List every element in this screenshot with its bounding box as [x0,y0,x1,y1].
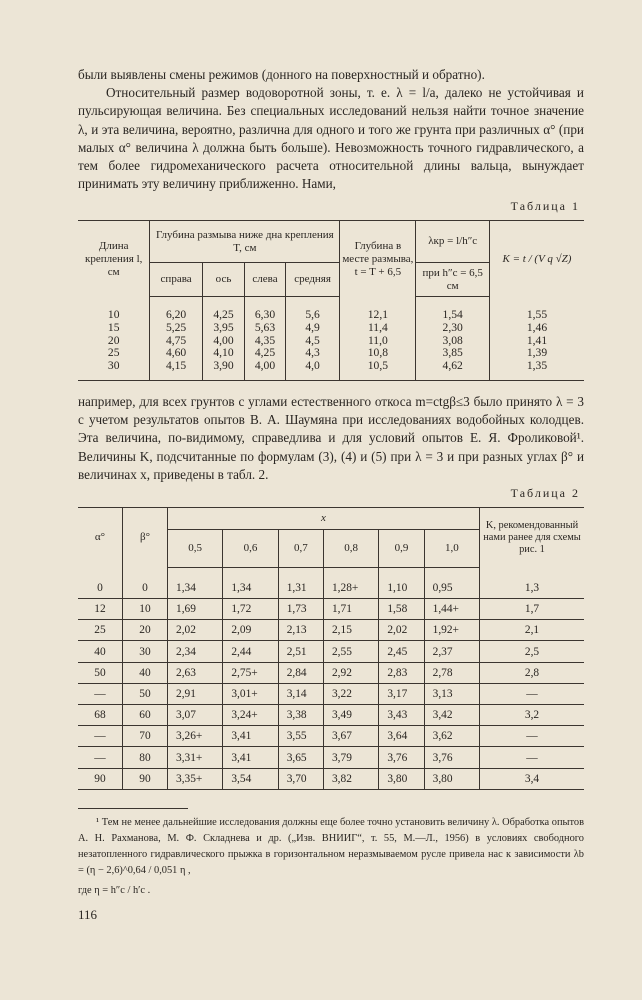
table-row [78,768,584,789]
t2-cell: 2,13 [278,620,323,641]
t2-cell: 1,3 [480,567,585,598]
t1-cell: 1,54 [416,309,490,322]
t2-cell: 2,51 [278,641,323,662]
t1-cell: 1,41 [489,335,584,348]
t2-cell: 3,70 [278,768,323,789]
t2-cell: 3,41 [223,747,278,768]
t2-cell: — [78,683,123,704]
t2-cell: 3,76 [424,747,479,768]
t1-cell: 4,60 [150,347,202,360]
table1-caption: Таблица 1 [510,199,580,214]
t1-cell: 4,5 [285,335,340,348]
t2-cell: 1,34 [168,567,223,598]
t1-cell: 3,85 [416,347,490,360]
table-row [78,347,584,360]
t2-cell: 3,26+ [168,726,223,747]
t2-cell: 3,80 [379,768,424,789]
t2-cell: — [480,726,585,747]
t2-cell: 2,45 [379,641,424,662]
t2-cell: 2,83 [379,662,424,683]
t1-cell: 4,62 [416,360,490,373]
t2-cell: 1,92+ [424,620,479,641]
t2-cell: 3,01+ [223,683,278,704]
t2-cell: 20 [123,620,168,641]
t2-x-header: 0,5 [168,529,223,567]
t2-cell: 2,09 [223,620,278,641]
t2-cell: 3,35+ [168,768,223,789]
t2-cell: 3,82 [323,768,378,789]
t2-cell: 3,62 [424,726,479,747]
table-row [78,726,584,747]
t1-col-depth-group: Глубина размыва ниже дна крепления T, см [150,221,340,263]
t1-cell: 11,0 [340,335,416,348]
table-row [78,309,584,322]
t2-cell: 3,49 [323,705,378,726]
table-row [78,662,584,683]
t2-cell: 90 [123,768,168,789]
t1-cell: 1,35 [489,360,584,373]
t1-sub-right: справа [150,263,202,297]
t2-cell: 2,1 [480,620,585,641]
t2-cell: 2,92 [323,662,378,683]
t2-cell: 68 [78,705,123,726]
t2-cell: 3,17 [379,683,424,704]
table-row [78,641,584,662]
t1-cell: 4,25 [202,309,244,322]
page-number: 116 [78,906,98,922]
t2-cell: 2,02 [379,620,424,641]
t2-col-beta: β° [123,507,168,567]
t1-sub-axis: ось [202,263,244,297]
t1-cell: 5,63 [245,322,286,335]
table-row [78,322,584,335]
table-row [78,683,584,704]
t2-cell: 3,24+ [223,705,278,726]
t1-cell: 4,3 [285,347,340,360]
t2-cell: 1,44+ [424,599,479,620]
t2-cell: 3,41 [223,726,278,747]
t1-cell: 11,4 [340,322,416,335]
t2-cell: 40 [78,641,123,662]
t2-col-k: K, рекомендованный нами ранее для схемы рис. 1 [480,507,585,567]
t1-sub-left: слева [245,263,286,297]
t2-cell: 2,91 [168,683,223,704]
t1-cell: 1,39 [489,347,584,360]
paragraph-1: были выявлены смены режимов (донного на поверхностный и обратно). [78,67,485,82]
t2-cell: 0 [123,567,168,598]
t2-cell: 2,84 [278,662,323,683]
t1-cell: 15 [107,321,120,335]
t1-cell: 4,75 [150,335,202,348]
t2-cell: 80 [123,747,168,768]
t1-cell: 4,15 [150,360,202,373]
table-row [78,599,584,620]
t2-cell: 2,15 [323,620,378,641]
t2-cell: 3,55 [278,726,323,747]
t2-cell: 3,13 [424,683,479,704]
table-2 [78,507,584,790]
t1-cell: 6,20 [150,309,202,322]
t2-cell: — [78,747,123,768]
t2-cell: — [480,747,585,768]
t2-cell: 2,75+ [223,662,278,683]
t1-col-depth-site: Глубина в месте размыва, t = T + 6,5 [340,221,416,297]
table-row [78,567,584,598]
t2-cell: 1,73 [278,599,323,620]
t2-cell: 1,71 [323,599,378,620]
t2-cell: 40 [123,662,168,683]
t2-cell: 12 [78,599,123,620]
t2-cell: 70 [123,726,168,747]
t1-cell: 4,35 [245,335,286,348]
t2-cell: 2,34 [168,641,223,662]
footnote: ¹ Тем не менее дальнейшие исследования должны еще более точно установить величину λ. Обработка опытов А. Н. Рахманова, М. Ф. Складнева и др. („Изв. ВНИИГ“, т. 55, М.—Л., 1956) в условиях свободного незатопленного гидравлического прыжка в горизонтальном неразмываемом русле привела нас к зависимости λb = (η − 2,6)^0,64 / 0,051 η , [78,816,584,876]
t2-cell: 2,78 [424,662,479,683]
t2-cell: 90 [78,768,123,789]
t1-cell: 12,1 [340,309,416,322]
t2-col-alpha: α° [94,531,106,544]
t2-cell: 1,69 [168,599,223,620]
t2-cell: 3,79 [323,747,378,768]
t2-cell: 1,34 [223,567,278,598]
t1-cell: 4,9 [285,322,340,335]
t2-cell: 1,7 [480,599,585,620]
t1-cell: 10,5 [340,360,416,373]
t2-cell: 1,58 [379,599,424,620]
t1-cell: 3,08 [416,335,490,348]
t2-cell: 3,80 [424,768,479,789]
t2-x-header: 0,8 [323,529,378,567]
table-1 [78,220,584,380]
t2-cell: — [480,683,585,704]
table-row [78,360,584,373]
t2-x-header: 1,0 [424,529,479,567]
footnote-rule [78,808,188,809]
t1-cell: 10,8 [340,347,416,360]
t1-col-lambda-bottom: при h″c = 6,5 см [416,263,490,297]
t1-cell: 4,00 [202,335,244,348]
table-row [78,335,584,348]
table-row [78,747,584,768]
t1-cell: 2,30 [416,322,490,335]
t1-cell: 20 [107,333,120,347]
t1-col-length: Длина крепления l, см [85,239,143,278]
t2-cell: 0 [78,567,123,598]
paragraph-2: Относительный размер водоворотной зоны, т. е. λ = l/a, далеко не устойчивая и пульсирующая величина. Без специальных исследований нельзя найти точное значение λ, и эта величина, вероятно, различна для одного и того же грунта при различных α° (при малых α° величина λ должна быть больше). Невозможность точного гидравлического, а тем более гидромеханического расчета относительной длины вальца, вынуждает принимать эту величину приближенно. Нами, [78,85,584,192]
t2-cell: 3,31+ [168,747,223,768]
t2-cell: 3,64 [379,726,424,747]
t2-cell: 60 [123,705,168,726]
t2-cell: 25 [78,620,123,641]
paragraph-3: например, для всех грунтов с углами естественного откоса m=ctgβ≤3 было принято λ = 3 с учетом результатов опытов В. А. Шаумяна при исследованиях водобойных колодцев. Эта величина, по-видимому, справедлива и для условий опытов Е. Я. Фроликовой¹. Величины K, подсчитанные по формулам (3), (4) и (5) при λ = 3 и при разных углах β° и величинах x, приведены в табл. 2. [78,393,584,482]
footnote-where: где η = h″c / h′c . [78,884,151,896]
t1-cell: 25 [107,346,120,360]
t1-cell: 3,95 [202,322,244,335]
page [78,66,584,923]
t2-x-header: 0,6 [223,529,278,567]
t1-cell: 1,55 [489,309,584,322]
t2-cell: 3,76 [379,747,424,768]
t2-cell: 2,44 [223,641,278,662]
t2-x-header: 0,7 [278,529,323,567]
t2-cell: 1,72 [223,599,278,620]
t2-cell: 10 [123,599,168,620]
t1-col-lambda-top: λкр = l/h″c [416,221,490,263]
t1-cell: 5,25 [150,322,202,335]
t2-cell: 3,42 [424,705,479,726]
t2-cell: 3,07 [168,705,223,726]
t2-cell: 2,5 [480,641,585,662]
t2-col-x: x [168,507,480,529]
t1-cell: 10 [107,308,120,322]
t2-cell: 50 [78,662,123,683]
t2-cell: 30 [123,641,168,662]
t2-cell: 1,28+ [323,567,378,598]
t1-cell: 6,30 [245,309,286,322]
t2-cell: 0,95 [424,567,479,598]
t2-cell: 3,54 [223,768,278,789]
table2-caption: Таблица 2 [510,485,580,500]
t1-cell: 4,25 [245,347,286,360]
t1-cell: 4,10 [202,347,244,360]
table-row [78,620,584,641]
t2-cell: 3,22 [323,683,378,704]
t1-cell: 4,00 [245,360,286,373]
t2-cell: 2,55 [323,641,378,662]
t1-cell: 3,90 [202,360,244,373]
t2-cell: 3,43 [379,705,424,726]
t1-sub-mean: средняя [285,263,340,297]
t2-cell: 2,8 [480,662,585,683]
t2-cell: 3,38 [278,705,323,726]
t2-cell: — [78,726,123,747]
t2-cell: 3,67 [323,726,378,747]
t2-cell: 3,65 [278,747,323,768]
t1-cell: 4,0 [285,360,340,373]
t2-cell: 1,31 [278,567,323,598]
t2-cell: 2,37 [424,641,479,662]
t2-x-header: 0,9 [379,529,424,567]
t2-cell: 1,10 [379,567,424,598]
t1-cell: 1,46 [489,322,584,335]
t2-cell: 2,63 [168,662,223,683]
table-row [78,705,584,726]
t1-col-k: K = t / (V q √Z) [489,221,584,297]
t2-cell: 3,4 [480,768,585,789]
t2-cell: 3,14 [278,683,323,704]
t2-cell: 50 [123,683,168,704]
t2-cell: 2,02 [168,620,223,641]
t1-cell: 30 [107,358,120,372]
t2-cell: 3,2 [480,705,585,726]
t1-cell: 5,6 [285,309,340,322]
